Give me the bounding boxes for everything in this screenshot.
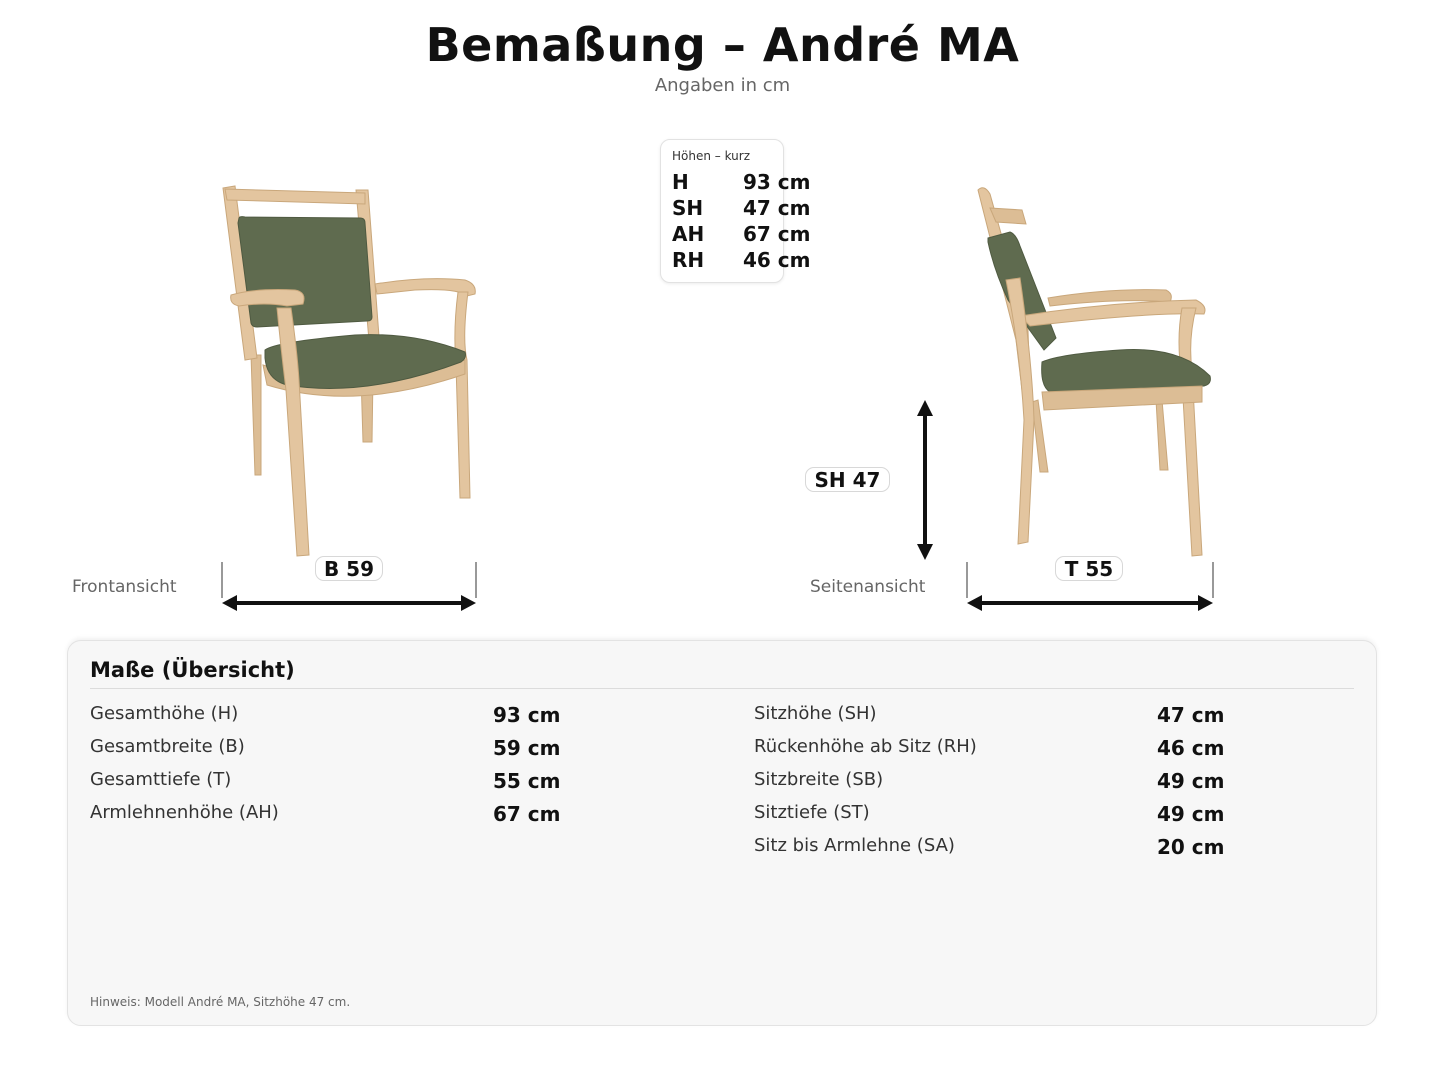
measure-value: 49 cm	[1157, 769, 1225, 793]
depth-label: T 55	[1055, 556, 1123, 581]
measure-label: Gesamthöhe (H)	[90, 703, 239, 724]
heights-value: 47 cm	[743, 196, 811, 220]
measure-value: 67 cm	[493, 802, 561, 826]
seat-height-dimension-arrow	[912, 396, 938, 564]
measure-label: Sitz bis Armlehne (SA)	[754, 835, 955, 856]
heights-key: AH	[672, 222, 705, 246]
front-view-label: Frontansicht	[72, 577, 177, 597]
measure-value: 49 cm	[1157, 802, 1225, 826]
page-title: Bemaßung – André MA	[425, 18, 1020, 72]
page-subtitle: Angaben in cm	[654, 75, 791, 96]
measure-row-gesamthoehe	[90, 703, 690, 733]
measure-label: Rückenhöhe ab Sitz (RH)	[754, 736, 977, 757]
measure-row-gesamttiefe	[90, 769, 690, 799]
heights-key: SH	[672, 196, 704, 220]
measure-row-gesamtbreite	[90, 736, 690, 766]
heights-row-rh	[672, 248, 811, 272]
measures-panel	[67, 640, 1377, 1026]
heights-row-h	[672, 170, 811, 194]
measure-value: 46 cm	[1157, 736, 1225, 760]
measure-value: 93 cm	[493, 703, 561, 727]
heights-key: H	[672, 170, 689, 194]
measure-row-sitzbreite	[754, 769, 1354, 799]
measure-value: 59 cm	[493, 736, 561, 760]
heights-row-sh	[672, 196, 811, 220]
measures-title: Maße (Übersicht)	[90, 658, 295, 682]
measure-label: Gesamttiefe (T)	[90, 769, 232, 790]
measures-divider	[90, 688, 1354, 689]
measure-label: Sitzbreite (SB)	[754, 769, 884, 790]
measure-label: Sitztiefe (ST)	[754, 802, 870, 823]
measure-value: 20 cm	[1157, 835, 1225, 859]
seat-height-label: SH 47	[805, 467, 890, 492]
heights-value: 93 cm	[743, 170, 811, 194]
measure-row-sitztiefe	[754, 802, 1354, 832]
side-view-chair	[970, 180, 1220, 565]
measure-label: Sitzhöhe (SH)	[754, 703, 877, 724]
measure-value: 47 cm	[1157, 703, 1225, 727]
measure-row-sitzhoehe	[754, 703, 1354, 733]
heights-summary-title: Höhen – kurz	[672, 149, 751, 163]
front-view-chair	[215, 180, 485, 565]
measure-row-rueckenhoehe	[754, 736, 1354, 766]
heights-key: RH	[672, 248, 705, 272]
heights-row-ah	[672, 222, 811, 246]
measure-row-armlehnenhoehe	[90, 802, 690, 832]
width-label: B 59	[315, 556, 383, 581]
heights-value: 67 cm	[743, 222, 811, 246]
measure-label: Gesamtbreite (B)	[90, 736, 245, 757]
heights-value: 46 cm	[743, 248, 811, 272]
side-view-label: Seitenansicht	[810, 577, 926, 597]
measures-note: Hinweis: Modell André MA, Sitzhöhe 47 cm.	[90, 995, 351, 1009]
measure-value: 55 cm	[493, 769, 561, 793]
measure-row-sitz-bis-armlehne	[754, 835, 1354, 865]
heights-summary-box	[660, 139, 811, 283]
measure-label: Armlehnenhöhe (AH)	[90, 802, 279, 823]
